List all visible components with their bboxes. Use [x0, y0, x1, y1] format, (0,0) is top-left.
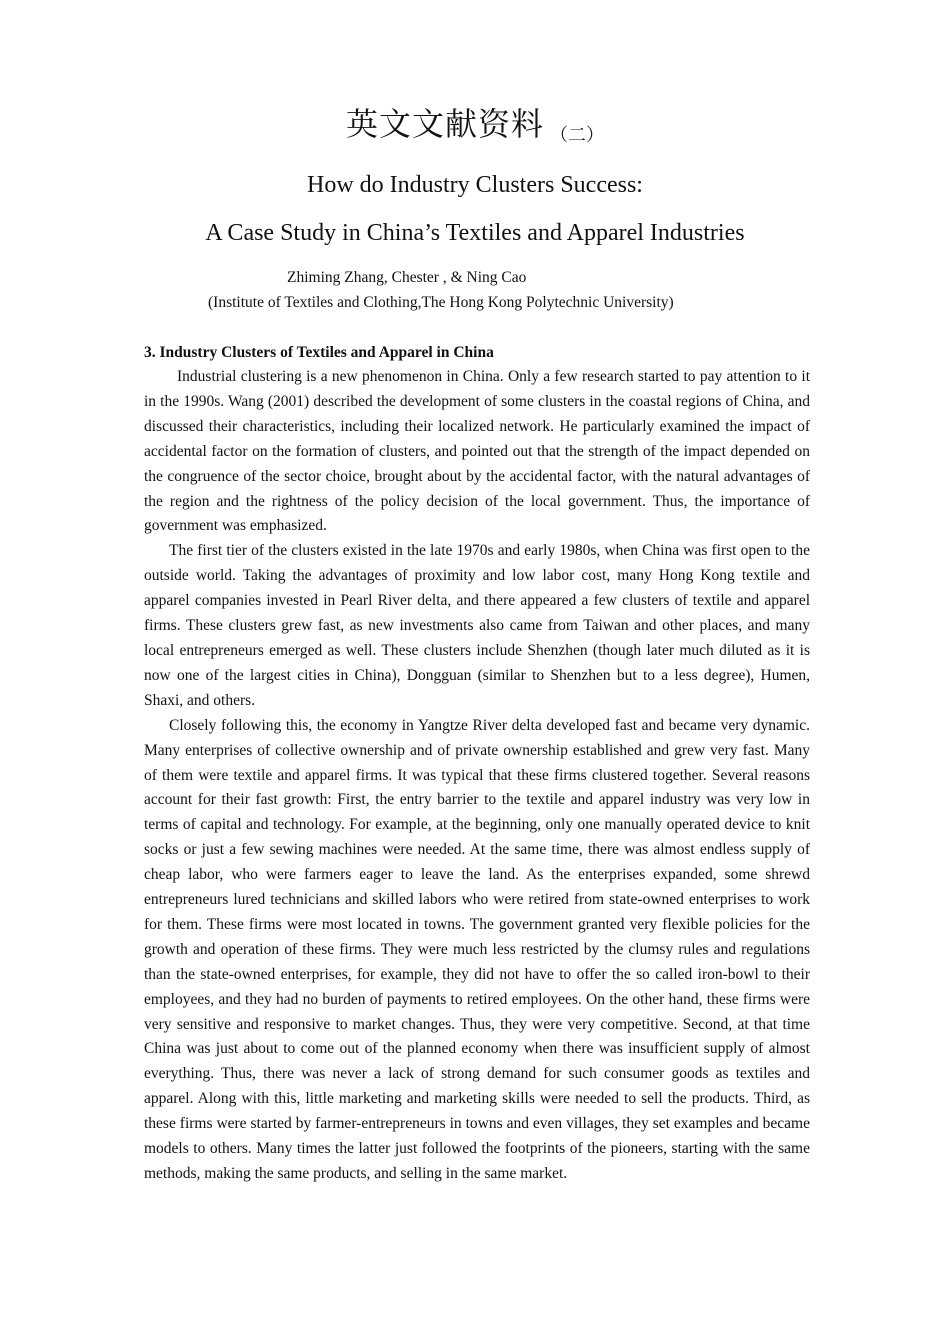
chinese-title: [0, 102, 950, 158]
body-text: [144, 365, 810, 1187]
paper-title-line-2: A Case Study in China’s Textiles and Apparel Industries: [205, 220, 745, 246]
authors: Zhiming Zhang, Chester , & Ning Cao: [287, 269, 527, 286]
paper-title-line-1: How do Industry Clusters Success:: [307, 172, 643, 198]
paragraph-3: Closely following this, the economy in Yangtze River delta developed fast and became very dynamic. Many enterprises of collective ownership and of private ownership established and grew very fast. Many of them were textile and apparel firms. It was typical that these firms clustered together. Several reasons account for their fast growth: First, the entry barrier to the textile and apparel industry was very low in terms of capital and technology. For example, at the beginning, only one manually operated device to knit socks or just a few sewing machines were needed. At the same time, there was almost endless supply of cheap labor, who were farmers eager to leave the land. As the enterprises expanded, some shrewd entrepreneurs lured technicians and skilled labors who were retired from state-owned enterprises to work for them. These firms were most located in towns. The government granted very flexible policies for the growth and operation of these firms. They were much less restricted by the clumsy rules and regulations than the state-owned enterprises, for example, they did not have to offer the so called iron-bowl to their employees, and they had no burden of payments to retired employees. On the other hand, these firms were very sensitive and responsive to market changes. Thus, they were very competitive. Second, at that time China was just about to come out of the planned economy when there was insufficient supply of almost everything. Thus, there was never a lack of strong demand for such consumer goods as textiles and apparel. Along with this, little marketing and marketing skills were needed to sell the products. Third, as these firms were started by farmer-entrepreneurs in towns and even villages, they set examples and became models to others. Many times the latter just followed the footprints of the pioneers, starting with the same methods, making the same products, and selling in the same market.: [144, 716, 810, 1182]
section-heading: 3. Industry Clusters of Textiles and Apparel in China: [144, 344, 494, 361]
paragraph-1: Industrial clustering is a new phenomenon in China. Only a few research started to pay attention to it in the 1990s. Wang (2001) described the development of some clusters in the coastal regions of China, and discussed their characteristics, including their localized network. He particularly examined the impact of accidental factor on the formation of clusters, and pointed out that the strength of the impact depended on the congruence of the sector choice, brought about by the accidental factor, with the natural advantages of the region and the rightness of the policy decision of the local government. Thus, the importance of government was emphasized.: [144, 368, 810, 535]
paragraph-2: The first tier of the clusters existed in the late 1970s and early 1980s, when China was first open to the outside world. Taking the advantages of proximity and low labor cost, many Hong Kong textile and apparel companies invested in Pearl River delta, and there appeared a few clusters of textile and apparel firms. These clusters grew fast, as new investments also came from Taiwan and other places, and many local entrepreneurs emerged as well. These clusters include Shenzhen (though later much diluted as it is now one of the largest cities in China), Dongguan (similar to Shenzhen but to a less degree), Humen, Shaxi, and others.: [144, 542, 810, 709]
chinese-title-main: 英文文献资料: [345, 105, 544, 143]
chinese-title-sub: （二）: [550, 125, 604, 146]
affiliation: (Institute of Textiles and Clothing,The Hong Kong Polytechnic University): [208, 294, 674, 311]
